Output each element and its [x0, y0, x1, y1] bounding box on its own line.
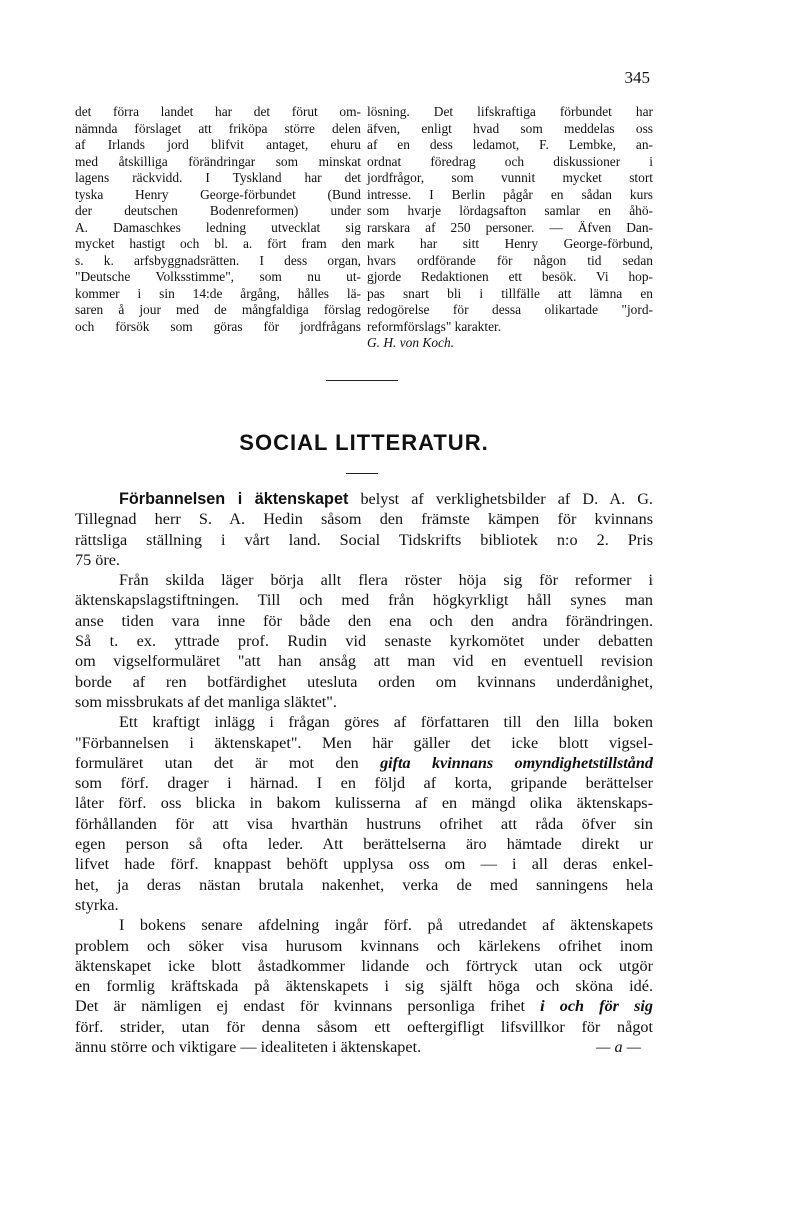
left-column — [75, 104, 361, 352]
right-column-line: rarskara af 250 personer. — Äfven Dan- — [367, 219, 653, 235]
review-signoff: — a — — [596, 1038, 641, 1057]
review-line: egen person så ofta leder. Att berättelserna äro hämtade direkt ur — [75, 835, 653, 854]
review-line: som förf. drager i härnad. I en följd af korta, gripande berättelser — [75, 774, 653, 793]
review-line: 75 öre. — [75, 550, 120, 569]
right-column-line: reformförslags" karakter. — [367, 318, 502, 334]
left-column-line: det förra landet har det förut om- — [75, 104, 361, 119]
review-line: Ett kraftigt inlägg i frågan göres af författaren till den lilla boken — [119, 713, 653, 732]
review-line: om vigselformuläret "att han ansåg att man vid en eventuell revision — [75, 652, 653, 671]
emphasized-phrase: gifta kvinnans omyndighetstillstånd — [380, 753, 653, 772]
review-line: äktenskapet icke blott åstadkommer lidande och förtryck utan ock utgör — [75, 956, 653, 975]
section-title: SOCIAL LITTERATUR. — [239, 430, 489, 455]
review-line1-rest: belyst af verklighetsbilder af D. A. G. — [348, 490, 653, 508]
left-column-line: s. k. arfsbyggnadsrätten. I dess organ, — [75, 252, 361, 268]
review-paragraph-3a — [75, 712, 653, 753]
review-line: låter förf. oss blicka in bakom kulisserna af en mängd olika äktenskaps- — [75, 794, 653, 813]
left-column-line: lagens räckvidd. I Tyskland har det — [75, 170, 361, 185]
review-line: problem och söker visa hurusom kvinnans och kärlekens ofrihet inom — [75, 936, 653, 955]
review-paragraph-2 — [75, 570, 653, 712]
right-column-line: ordnat föredrag och diskussioner i — [367, 153, 653, 169]
review-line: rättsliga ställning i vårt land. Social Tidskrifts bibliotek n:o 2. Pris — [75, 530, 653, 549]
review-line-6: förf. strider, utan för denna såsom ett oeftergifligt lifsvillkor för något — [75, 1017, 653, 1036]
review-line: förhållanden för att visa hvarthän hustruns ofrihet att råda öfver sin — [75, 814, 653, 833]
left-column-line: kommer i sin 14:de årgång, hålles lä- — [75, 285, 361, 301]
right-column-line: hvars ordförande för någon tid sedan — [367, 252, 653, 268]
right-column-line: lösning. Det lifskraftiga förbundet har — [367, 104, 653, 119]
review-line: het, ja deras nästan brutala nakenhet, verka de med sanningens hela — [75, 875, 653, 894]
review-line: anse tiden vara inne för både den ena och den andra förändringen. — [75, 611, 653, 630]
review-paragraph-4 — [75, 915, 653, 996]
right-column-line: intresse. I Berlin pågår en sådan kurs — [367, 186, 653, 202]
author-signature: G. H. von Koch. — [367, 335, 455, 350]
review-line: I bokens senare afdelning ingår förf. på utredandet af äktenskapets — [119, 916, 653, 935]
review-last-line — [75, 1037, 653, 1057]
review-line: Så t. ex. yttrade prof. Rudin vid senaste kyrkomötet under debatten — [75, 632, 653, 651]
review-line: styrka. — [75, 895, 119, 914]
review-emph-line — [75, 753, 653, 773]
emph-line-prefix: formuläret utan det är mot den — [75, 753, 381, 772]
review-line: borde af ren botfärdighet utesluta orden om kvinnans underdånighet, — [75, 672, 653, 691]
review-closing-text: ännu större och viktigare — idealiteten i äktenskapet. — [75, 1038, 422, 1057]
review-first-line — [75, 489, 653, 509]
left-column-line: med åtskilliga förändringar som minskat — [75, 153, 361, 169]
section-divider-long — [326, 380, 398, 381]
review-line: Från skilda läger börja allt flera röster höja sig för reformer i — [119, 571, 653, 590]
italic-line-prefix: Det är nämligen ej endast för kvinnans personliga frihet — [75, 997, 541, 1016]
right-column-line: mark har sitt Henry George-förbund, — [367, 236, 653, 251]
book-review — [75, 489, 653, 1057]
left-column-line: tyska Henry George-förbundet (Bund — [75, 186, 361, 202]
italic-phrase: i och för sig — [540, 997, 653, 1016]
right-column-line: gjorde Redaktionen ett besök. Vi hop- — [367, 269, 653, 284]
review-paragraph-3b — [75, 773, 653, 915]
left-column-line: "Deutsche Volksstimme", som nu ut- — [75, 269, 361, 284]
left-column-line: saren å jour med de mångfaldiga förslag — [75, 302, 361, 317]
right-column-line: äfven, enligt hvad som meddelas oss — [367, 120, 653, 136]
right-column-line: som hvarje lördagsafton samlar en åhö- — [367, 203, 653, 218]
review-line: äktenskapslagstiftningen. Till och med från högkyrkligt håll synes man — [75, 591, 653, 610]
review-italic-line — [75, 996, 653, 1016]
review-line: "Förbannelsen i äktenskapet". Men här gäller det icke blott vigsel- — [75, 733, 653, 752]
left-column-line: af Irlands jord blifvit antaget, ehuru — [75, 137, 361, 152]
section-divider-short — [346, 473, 378, 474]
left-column-line: A. Damaschkes ledning utvecklat sig — [75, 219, 361, 235]
left-column-line: nämnda förslaget att friköpa större delen — [75, 120, 361, 136]
review-line: som missbrukats af det manliga släktet". — [75, 692, 337, 711]
right-column-line: redogörelse för dessa olikartade "jord- — [367, 302, 653, 317]
two-column-text — [75, 104, 653, 352]
right-column — [367, 104, 653, 352]
review-line: Tillegnad herr S. A. Hedin såsom den främste kämpen för kvinnans — [75, 510, 653, 529]
left-column-line: och försök som göras för jordfrågans — [75, 318, 361, 334]
right-column-line: jordfrågor, som vunnit mycket stort — [367, 170, 653, 185]
page-number: 345 — [624, 68, 650, 87]
review-header-lines — [75, 509, 653, 570]
right-column-line: pas snart bli i tillfälle att lämna en — [367, 285, 653, 301]
left-column-line: mycket hastigt och bl. a. fört fram den — [75, 236, 361, 251]
review-line: en formlig kräftskada på äktenskapets i sig själft höga och sköna idé. — [75, 977, 653, 996]
right-column-line: af en dess ledamot, F. Lembke, an- — [367, 137, 653, 152]
left-column-line: der deutschen Bodenreformen) under — [75, 203, 361, 218]
review-line: lifvet hade förf. knappast behöft upplysa oss om — i all deras enkel- — [75, 855, 653, 874]
book-title: Förbannelsen i äktenskapet — [119, 490, 349, 508]
